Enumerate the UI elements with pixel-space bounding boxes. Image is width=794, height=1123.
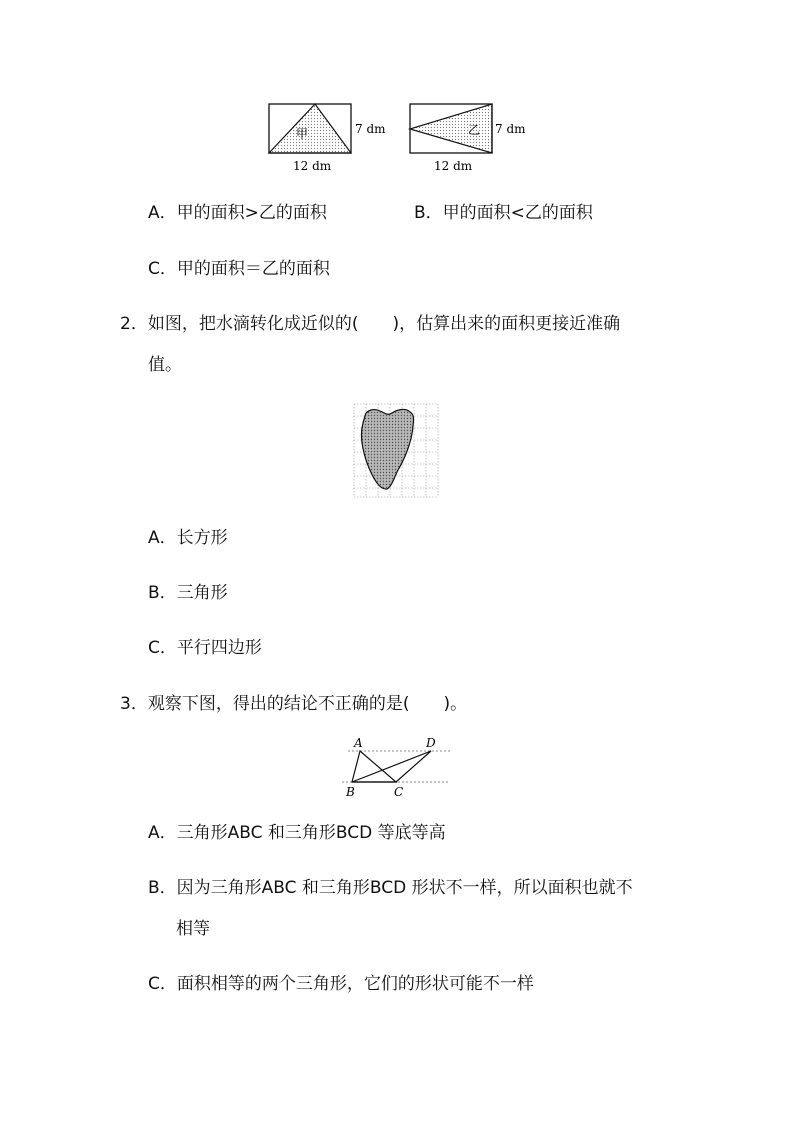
point-a-label: A xyxy=(354,736,363,750)
point-c-label: C xyxy=(394,785,404,799)
q3-option-c: C．面积相等的两个三角形，它们的形状可能不一样 xyxy=(148,974,534,994)
q3-option-b-line2: 相等 xyxy=(176,919,210,939)
figure-water-drop xyxy=(352,402,442,500)
q2-stem-line1: 2．如图，把水滴转化成近似的( )，估算出来的面积更接近准确 xyxy=(120,314,621,334)
label-width-right: 12 dm xyxy=(434,159,473,173)
triangle-jia xyxy=(269,104,351,153)
label-height-left: 7 dm xyxy=(355,122,386,136)
figure-rectangles xyxy=(262,96,542,178)
label-yi: 乙 xyxy=(468,123,481,137)
q2-stem-line2: 值。 xyxy=(148,355,182,375)
q2-option-b: B．三角形 xyxy=(148,583,228,603)
label-height-right: 7 dm xyxy=(495,122,526,136)
q1-option-c: C．甲的面积＝乙的面积 xyxy=(148,259,330,279)
triangle-abc xyxy=(352,751,396,782)
point-d-label: D xyxy=(426,736,436,750)
label-width-left: 12 dm xyxy=(293,159,332,173)
figure-triangles-abcd xyxy=(338,734,458,802)
q3-option-b-line1: B．因为三角形ABC 和三角形BCD 形状不一样，所以面积也就不 xyxy=(148,878,633,898)
water-drop-shape xyxy=(361,409,413,489)
point-b-label: B xyxy=(346,785,355,799)
q1-option-b: B．甲的面积<乙的面积 xyxy=(414,203,593,223)
q2-option-a: A．长方形 xyxy=(148,528,228,548)
q3-option-a: A．三角形ABC 和三角形BCD 等底等高 xyxy=(148,823,446,843)
q3-stem: 3．观察下图，得出的结论不正确的是( )。 xyxy=(120,694,468,714)
q2-option-c: C．平行四边形 xyxy=(148,638,262,658)
label-jia: 甲 xyxy=(296,127,309,141)
q1-option-a: A．甲的面积>乙的面积 xyxy=(148,203,327,223)
